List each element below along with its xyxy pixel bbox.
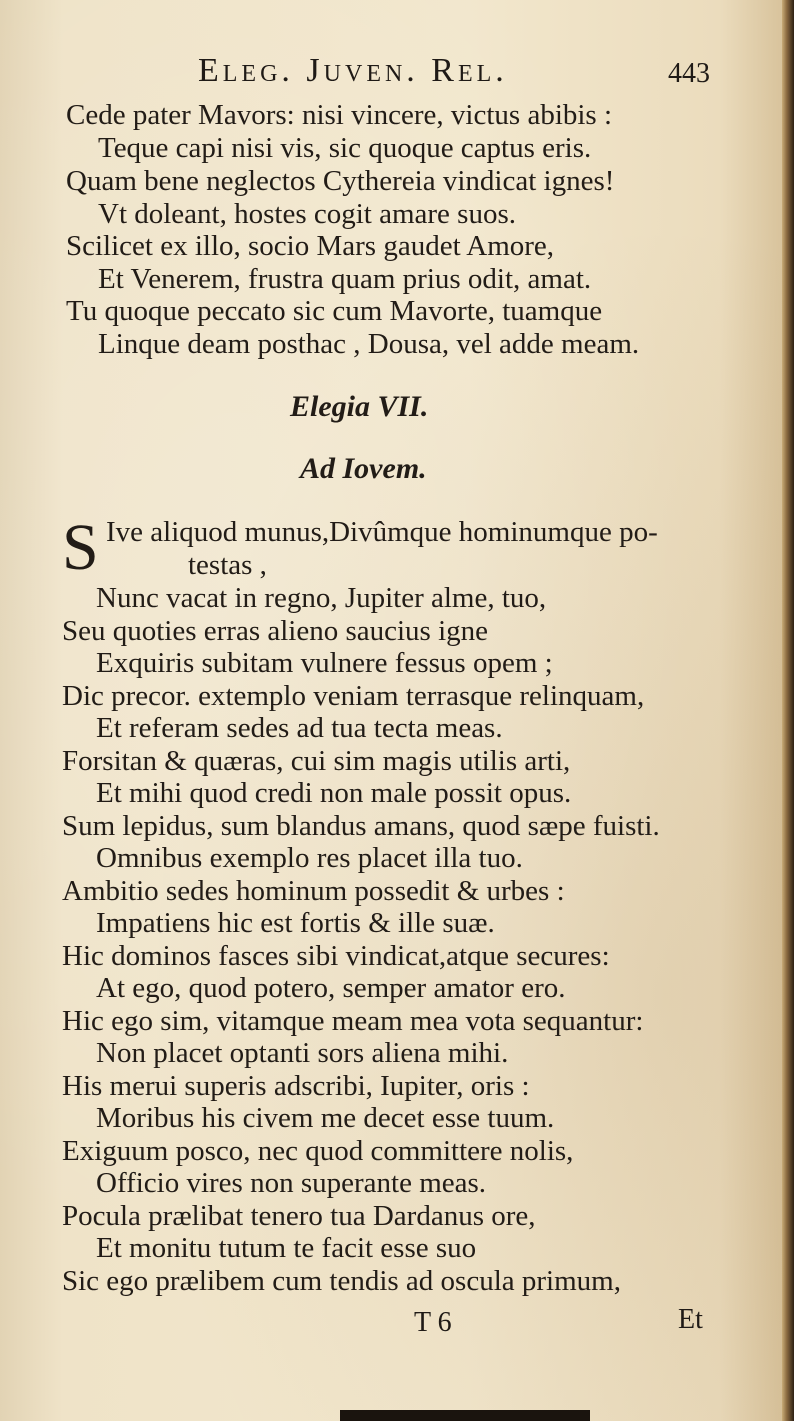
page-header xyxy=(0,52,782,92)
verse-line: Et mihi quod credi non male possit opus. xyxy=(96,777,572,809)
catchword: Et xyxy=(678,1304,703,1335)
verse-line: Hic ego sim, vitamque meam mea vota sequantur: xyxy=(62,1005,644,1037)
verse-line: Vt doleant, hostes cogit amare suos. xyxy=(98,198,516,230)
verse-line: Forsitan & quæras, cui sim magis utilis arti, xyxy=(62,745,571,777)
verse-line: Et referam sedes ad tua tecta meas. xyxy=(96,712,503,744)
verse-line: Sum lepidus, sum blandus amans, quod sæpe fuisti. xyxy=(62,810,660,842)
verse-line: Officio vires non superante meas. xyxy=(96,1167,487,1199)
verse-line: At ego, quod potero, semper amator ero. xyxy=(96,972,566,1004)
verse-line: Quam bene neglectos Cythereia vindicat ignes! xyxy=(66,165,615,197)
verse-line: testas , xyxy=(188,549,267,581)
verse-line: Exiguum posco, nec quod committere nolis, xyxy=(62,1135,574,1167)
verse-line: Tu quoque peccato sic cum Mavorte, tuamque xyxy=(66,295,603,327)
verse-line: Hic dominos fasces sibi vindicat,atque secures: xyxy=(62,940,610,972)
scan-shadow xyxy=(340,1410,590,1421)
page-edge xyxy=(782,0,794,1421)
verse-line: Ambitio sedes hominum possedit & urbes : xyxy=(62,875,565,907)
signature-mark: T 6 xyxy=(414,1307,452,1338)
verse-line: Et monitu tutum te facit esse suo xyxy=(96,1232,477,1264)
verse-line: Scilicet ex illo, socio Mars gaudet Amore, xyxy=(66,230,555,262)
verse-line: Seu quoties erras alieno saucius igne xyxy=(62,615,489,647)
elegy-subtitle: Ad Iovem. xyxy=(300,452,427,485)
verse-line: Teque capi nisi vis, sic quoque captus eris. xyxy=(98,132,592,164)
verse-line: Nunc vacat in regno, Jupiter alme, tuo, xyxy=(96,582,547,614)
running-title: Eleg. Juven. Rel. xyxy=(198,52,508,89)
verse-line: His merui superis adscribi, Iupiter, oris : xyxy=(62,1070,530,1102)
page-number: 443 xyxy=(668,58,710,89)
verse-line: Exquiris subitam vulnere fessus opem ; xyxy=(96,647,553,679)
verse-line: Sic ego prælibem cum tendis ad oscula primum, xyxy=(62,1265,621,1297)
verse-line: Cede pater Mavors: nisi vincere, victus abibis : xyxy=(66,99,613,131)
verse-line: Omnibus exemplo res placet illa tuo. xyxy=(96,842,523,874)
verse-line: Pocula prælibat tenero tua Dardanus ore, xyxy=(62,1200,536,1232)
drop-cap: S xyxy=(62,511,99,584)
verse-line: Linque deam posthac , Dousa, vel adde meam. xyxy=(98,328,640,360)
verse-line: Dic precor. extemplo veniam terrasque relinquam, xyxy=(62,680,645,712)
verse-line: Impatiens hic est fortis & ille suæ. xyxy=(96,907,495,939)
verse-line: Non placet optanti sors aliena mihi. xyxy=(96,1037,509,1069)
verse-line: Et Venerem, frustra quam prius odit, amat. xyxy=(98,263,592,295)
verse-line: Ive aliquod munus,Divûmque hominumque po- xyxy=(106,516,658,548)
elegy-heading: Elegia VII. xyxy=(290,390,429,423)
verse-line: Moribus his civem me decet esse tuum. xyxy=(96,1102,555,1134)
